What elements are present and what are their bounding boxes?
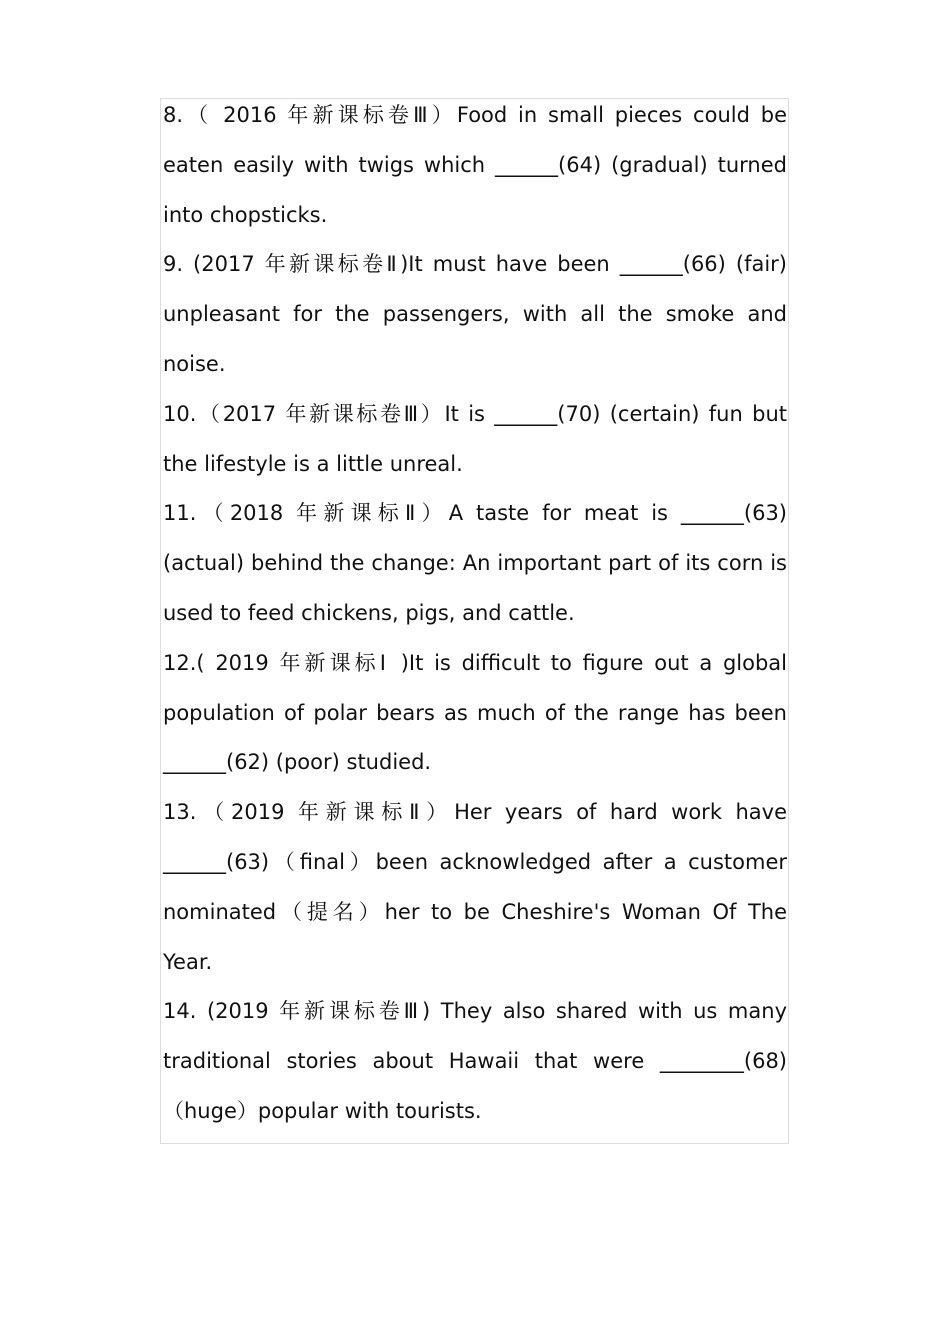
exercise-item-8: 8.（ 2016 年新课标卷Ⅲ）Food in small pieces could be eaten easily with twigs which ______(64) (gradual) turned into chopsticks.	[163, 103, 787, 227]
exercise-item-13: 13.（2019 年新课标Ⅱ）Her years of hard work have ______(63)（final）been acknowledged after a customer nominated（提名）her to be Cheshire's Woman Of The Year.	[163, 800, 787, 974]
exercise-item-11: 11.（2018 年新课标Ⅱ）A taste for meat is ______(63) (actual) behind the change: An important part of its corn is used to feed chickens, pigs, and cattle.	[163, 501, 787, 625]
exercise-list	[163, 91, 787, 1137]
exercise-item-10: 10.（2017 年新课标卷Ⅲ）It is ______(70) (certain) fun but the lifestyle is a little unreal.	[163, 401, 787, 476]
exercise-item-14: 14. (2019 年新课标卷Ⅲ) They also shared with us many traditional stories about Hawaii that were ________(68)（huge）popular with tourists.	[163, 999, 787, 1123]
exercise-item-9: 9. (2017 年新课标卷Ⅱ)It must have been ______(66) (fair) unpleasant for the passengers, with all the smoke and noise.	[163, 252, 787, 376]
exercise-item-12: 12.( 2019 年新课标Ⅰ )It is difficult to figure out a global population of polar bears as much of the range has been ______(62) (poor) studied.	[163, 650, 787, 775]
